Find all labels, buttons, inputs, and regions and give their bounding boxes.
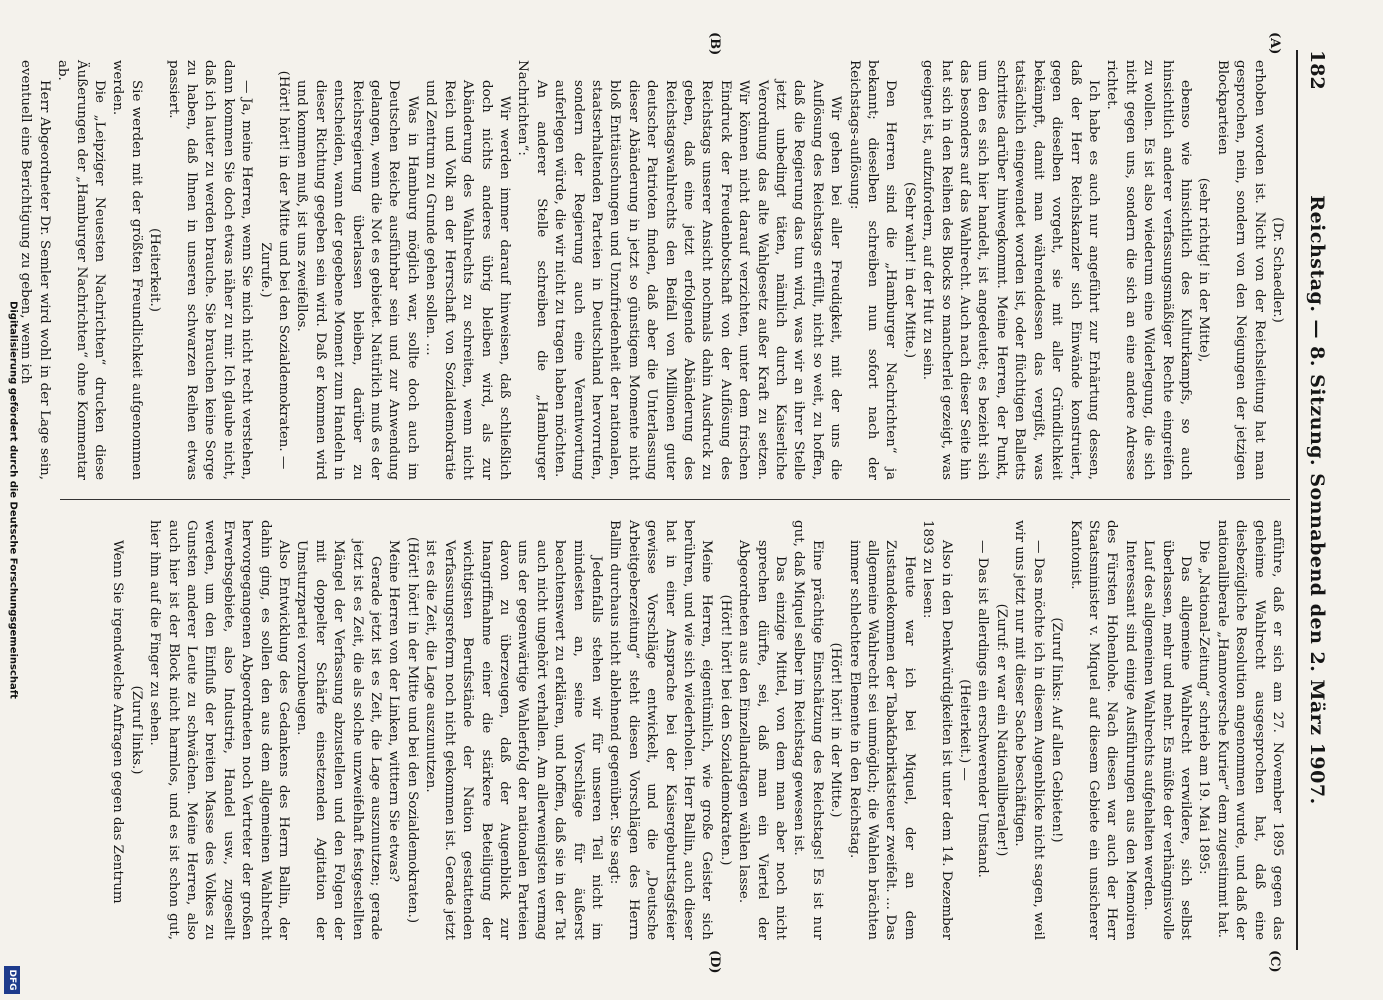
paragraph: Meine Herren von der Linken, witttern Sie etwas?	[386, 540, 401, 883]
paragraph: Eine prächtige Einschätzung des Reichstags! Es ist nur gut, daß Miquel selber im Reichstag gewesen ist.	[790, 520, 825, 940]
interjection: (Hört! hört! in der Mitte und bei den Sozialdemokraten.)	[404, 536, 420, 924]
margin-marker-a: (A)	[1266, 32, 1282, 55]
paragraph: anführe, daß er sich am 27. November 1895 gegen das geheime Wahlrecht ausgesprochen hat, daß eine diesbezügliche Resolution angenommen wurde, und daß der nationalliberale „Hannoversche Kurier“ dem zugestimmt hat.	[1214, 520, 1285, 940]
paragraph: Sie werden mit der größten Freundlichkeit aufgenommen werden.	[109, 60, 144, 480]
column-divider	[60, 499, 1290, 500]
quotation	[292, 80, 513, 480]
quotation-text: Jedenfalls stehen wir für unseren Teil nicht im mindesten an, seine Vorschläge für äußerst beachtenswert zu erklären, und hoffen, daß sie in der Tat auch nicht ungehört verhallen. Am allerwenigsten vermag uns der gegenwärtige Wahlerfolg der nationalen Parteien davon zu überzeugen, daß der Augenblick zur Inangriffnahme einer die stärkere Beteiligung der wichtigsten Berufsstände der Nation gestattenden Verfassungsreform noch nicht gekommen ist. Gerade jetzt ist es die Zeit, die Lage auszunutzen.	[422, 540, 604, 940]
interjection: (Zuruf links: Auf allen Gebieten!)	[1048, 617, 1064, 843]
page-header	[1302, 50, 1330, 950]
interjection: (sehr richtig! in der Mitte),	[1195, 177, 1211, 363]
paragraph: — Das möchte ich in diesem Augenblicke nicht sagen, weil wir uns jetzt nur mit dieser Sache beschäftigen.	[1011, 520, 1046, 940]
paragraph: An anderer Stelle schreiben die „Hamburger Nachrichten“:	[514, 60, 549, 480]
paragraph: Also in den Denkwürdigkeiten ist unter dem 14. Dezember 1893 zu lesen:	[919, 520, 954, 940]
right-column	[62, 520, 1286, 940]
paragraph: Meine Herren, eigentümlich, wie große Geister sich berühren, und wie sich wiederholen. Herr Ballin, auch dieser hat in einer Ansprache bei der Kaisergeburtstagsfeier gewisse Vorschläge entwickelt, und die „Deutsche Arbeitgeberzeitung“ steht diesen Vorschlägen des Herrn Ballin durchaus nicht ablehnend gegenüber. Sie sagt:	[606, 520, 714, 940]
quotation	[292, 540, 384, 940]
interjection: (Sehr wahr! in der Mitte.)	[901, 181, 917, 359]
quotation-text: Was in Hamburg möglich war, sollte doch auch im Deutschen Reiche ausführbar sein und zur Anwendung gelangen, wenn die Not es gebietet. Natürlich muß es der Reichsregierung überlassen bleiben, darüber zu entscheiden, wann der gegebene Moment zum Handeln in dieser Richtung gegeben sein wird. Daß er kommen wird und kommen muß, ist uns zweifellos.	[293, 80, 420, 480]
paragraph: Die „Leipziger Neuesten Nachrichten“ drucken diese Äußerungen der „Hamburger Nachrichten“ ohne Kommentar ab.	[54, 60, 107, 480]
interjection: (Hört! hört! bei den Sozialdemokraten.)	[717, 594, 733, 866]
paragraph: erhoben worden ist. Nicht von der Reichsleitung hat man gesprochen, nein, sondern von den Neigungen der jetzigen Blockparteien	[1214, 60, 1267, 480]
quotation-text: Wir gehen bei aller Freudigkeit, mit der uns die Auflösung des Reichstags erfüllt, nicht so weit, zu hoffen, daß die Regierung das tun wird, was wir an ihrer Stelle jetzt unbedingt täten, nämlich durch Kaiserliche Verordnung das alte Wahlgesetz außer Kraft zu setzen. Wir können nicht darauf verzichten, unter dem frischen Eindruck der Freudenbotschaft von der Auflösung des Reichstags unserer Ansicht nochmals dahin Ausdruck zu geben, daß eine jetzt erfolgende Abänderung des Reichstagswahlrechts den Beifall von Millionen guter deutscher Patrioten finden, daß aber die Unterlassung dieser Abänderung in jetzt so günstigem Momente nicht bloß Enttäuschungen und Unzufriedenheit der nationalen, staatserhaltenden Parteien in Deutschland hervorrufen, sondern der Regierung auch eine Verantwortung auferlegen würde, die wir nicht zu tragen haben möchten.	[551, 80, 843, 480]
margin-marker-d: (D)	[706, 950, 722, 974]
paragraph: Wenn Sie irgendwelche Anfragen gegen das Zentrum	[109, 540, 125, 904]
quotation-text: Gerade jetzt ist es Zeit, die Lage auszunutzen; gerade jetzt ist es Zeit, die als solche unzweifelhaft festgestellten Mängel der Verfassung abzustellen und den Folgen der mit doppelter Schärfe einsetzenden Agitation der Umsturzpartei vorzubeugen.	[293, 540, 383, 940]
quotation	[549, 80, 844, 480]
quotation	[844, 540, 918, 940]
quotation	[733, 540, 788, 940]
quotation-text: Wir werden immer darauf hinweisen, daß schließlich doch nichts anderes übrig bleiben wird, als zur Abänderung des Wahlrechts zu schreiten, wenn nicht Reich und Volk an der Herrschaft von Sozialdemokratie und Zentrum zu Grunde gehen sollen. ...	[422, 80, 512, 480]
running-title: Reichstag. — 8. Sitzung. Sonnabend den 2. März 1907.	[1305, 195, 1328, 805]
paragraph: ebenso wie hinsichtlich des Kulturkampfs, so auch hinsichtlich anderer verfassungsmäßiger Rechte eingreifen zu wollen. Es ist also wiederum eine Widerlegung, die sich nicht gegen uns, sondern die sich an eine andere Adresse richtet.	[1103, 60, 1193, 480]
quotation-text: Das allgemeine Wahlrecht verwildere, sich selbst überlassen, mehr und mehr. Es müßte der verhängnisvolle Lauf des allgemeinen Wahlrechts aufgehalten werden.	[1140, 540, 1193, 940]
interjection: (Hört! hört! in der Mitte und bei den Sozialdemokraten. — Zurufe.)	[257, 70, 291, 470]
page-number: 182	[1305, 50, 1328, 90]
paragraph: — Das ist allerdings ein erschwerender Umstand.	[975, 540, 990, 878]
quotation-text: Das einzige Mittel, von dem man aber noch nicht sprechen dürfte, sei, daß man ein Viertel der Abgeordneten aus den Einzellandtagen wählen lasse.	[735, 540, 788, 940]
paragraph: Ich habe es auch nur angeführt zur Erhärtung dessen, daß der Herr Reichskanzler sich Einwände konstruiert, gegen dieselben vorgeht, sie mit aller Gründlichkeit bekämpft, damit man währenddessen das vergißt, was tatsächlich eingewendet worden ist, oder flüchtigen Balletts schrittes darüber hinwegkommt. Meine Herren, der Punkt, um den es sich hier handelt, ist angedeutet; es bezieht sich das besonders auf das Wahlrecht. Auch nach dieser Seite hin hat sich in den Reihen des Blocks so mancherlei gezeigt, was geeignet ist, aufzufordern, auf der Hut zu sein.	[919, 60, 1101, 480]
dfg-logo-text: DFG	[7, 969, 17, 991]
interjection: (Hört! hört! in der Mitte.)	[827, 642, 843, 818]
margin-marker-b: (B)	[706, 32, 722, 56]
margin-marker-c: (C)	[1266, 950, 1282, 973]
dfg-logo	[4, 966, 20, 994]
quotation-text: Heute war ich bei Miquel, der an dem Zustandekommen der Tabakfabrikatsteuer zweifelt. ... Das allgemeine Wahlrecht sei unmöglich; die Wahlen brächten immer schlechtere Elemente in den Reichstag.	[846, 540, 917, 940]
header-rule	[1296, 50, 1298, 950]
speaker-label: (Dr. Schaedler.)	[1269, 217, 1285, 323]
document-page	[17, 20, 1342, 980]
interjection: (Zuruf links.)	[128, 685, 144, 775]
quotation	[420, 540, 604, 940]
left-column	[17, 60, 1286, 480]
interjection: (Heiterkeit.) —	[956, 679, 972, 781]
paragraph: Also Entwicklung des Gedankens des Herrn Ballin, der dahin ging, es sollen den aus dem allgemeinen Wahlrecht hervorgegangenen Abgeordneten noch Vertreter der großen Erwerbsgebiete, also Industrie, Handel usw., zugesellt werden, um den Einfluß der breiten Masse des Volkes zu Gunsten anderer Leute zu schwächen. Meine Herren, also auch hier ist der Block nicht harmlos, und es ist schon gut, hier ihm auf die Finger zu sehen.	[146, 520, 291, 940]
quotation	[1138, 540, 1193, 940]
paragraph: Den Herren sind die „Hamburger Nachrichten“ ja bekannt; dieselben schreiben nun sofort nach der Reichstags-auflösung:	[846, 60, 898, 480]
interjection: (Zuruf: er war ein Nationalliberaler!)	[993, 603, 1009, 857]
paragraph: Interessant sind einige Ausführungen aus den Memoiren des Fürsten Hohenlohe. Nach diesen war auch der Herr Staatsminister v. Miquel auf diesem Gebiete ein unsicherer Kantonist.	[1067, 520, 1138, 940]
paragraph: Herr Abgeordneter Dr. Semler wird wohl in der Lage sein, eventuell eine Berichtigung zu geben, wenn ich	[17, 60, 52, 480]
digitization-note-text: Digitalisierung gefördert durch die Deutsche Forschungsgemeinschaft	[7, 301, 19, 699]
interjection: (Heiterkeit.)	[146, 228, 162, 312]
paragraph: Die „National-Zeitung“ schrieb am 19. Mai 1895:	[1195, 540, 1211, 875]
paragraph: — Ja, meine Herren, wenn Sie mich nicht recht verstehen, dann kommen Sie doch etwas näher zu mir. Ich glaube nicht, daß ich lauter zu werden brauche. Sie brauchen keine Sorge zu haben, daß Ihnen in unseren schwarzen Reihen etwas passiert.	[165, 60, 254, 480]
digitization-note	[2, 0, 24, 1000]
